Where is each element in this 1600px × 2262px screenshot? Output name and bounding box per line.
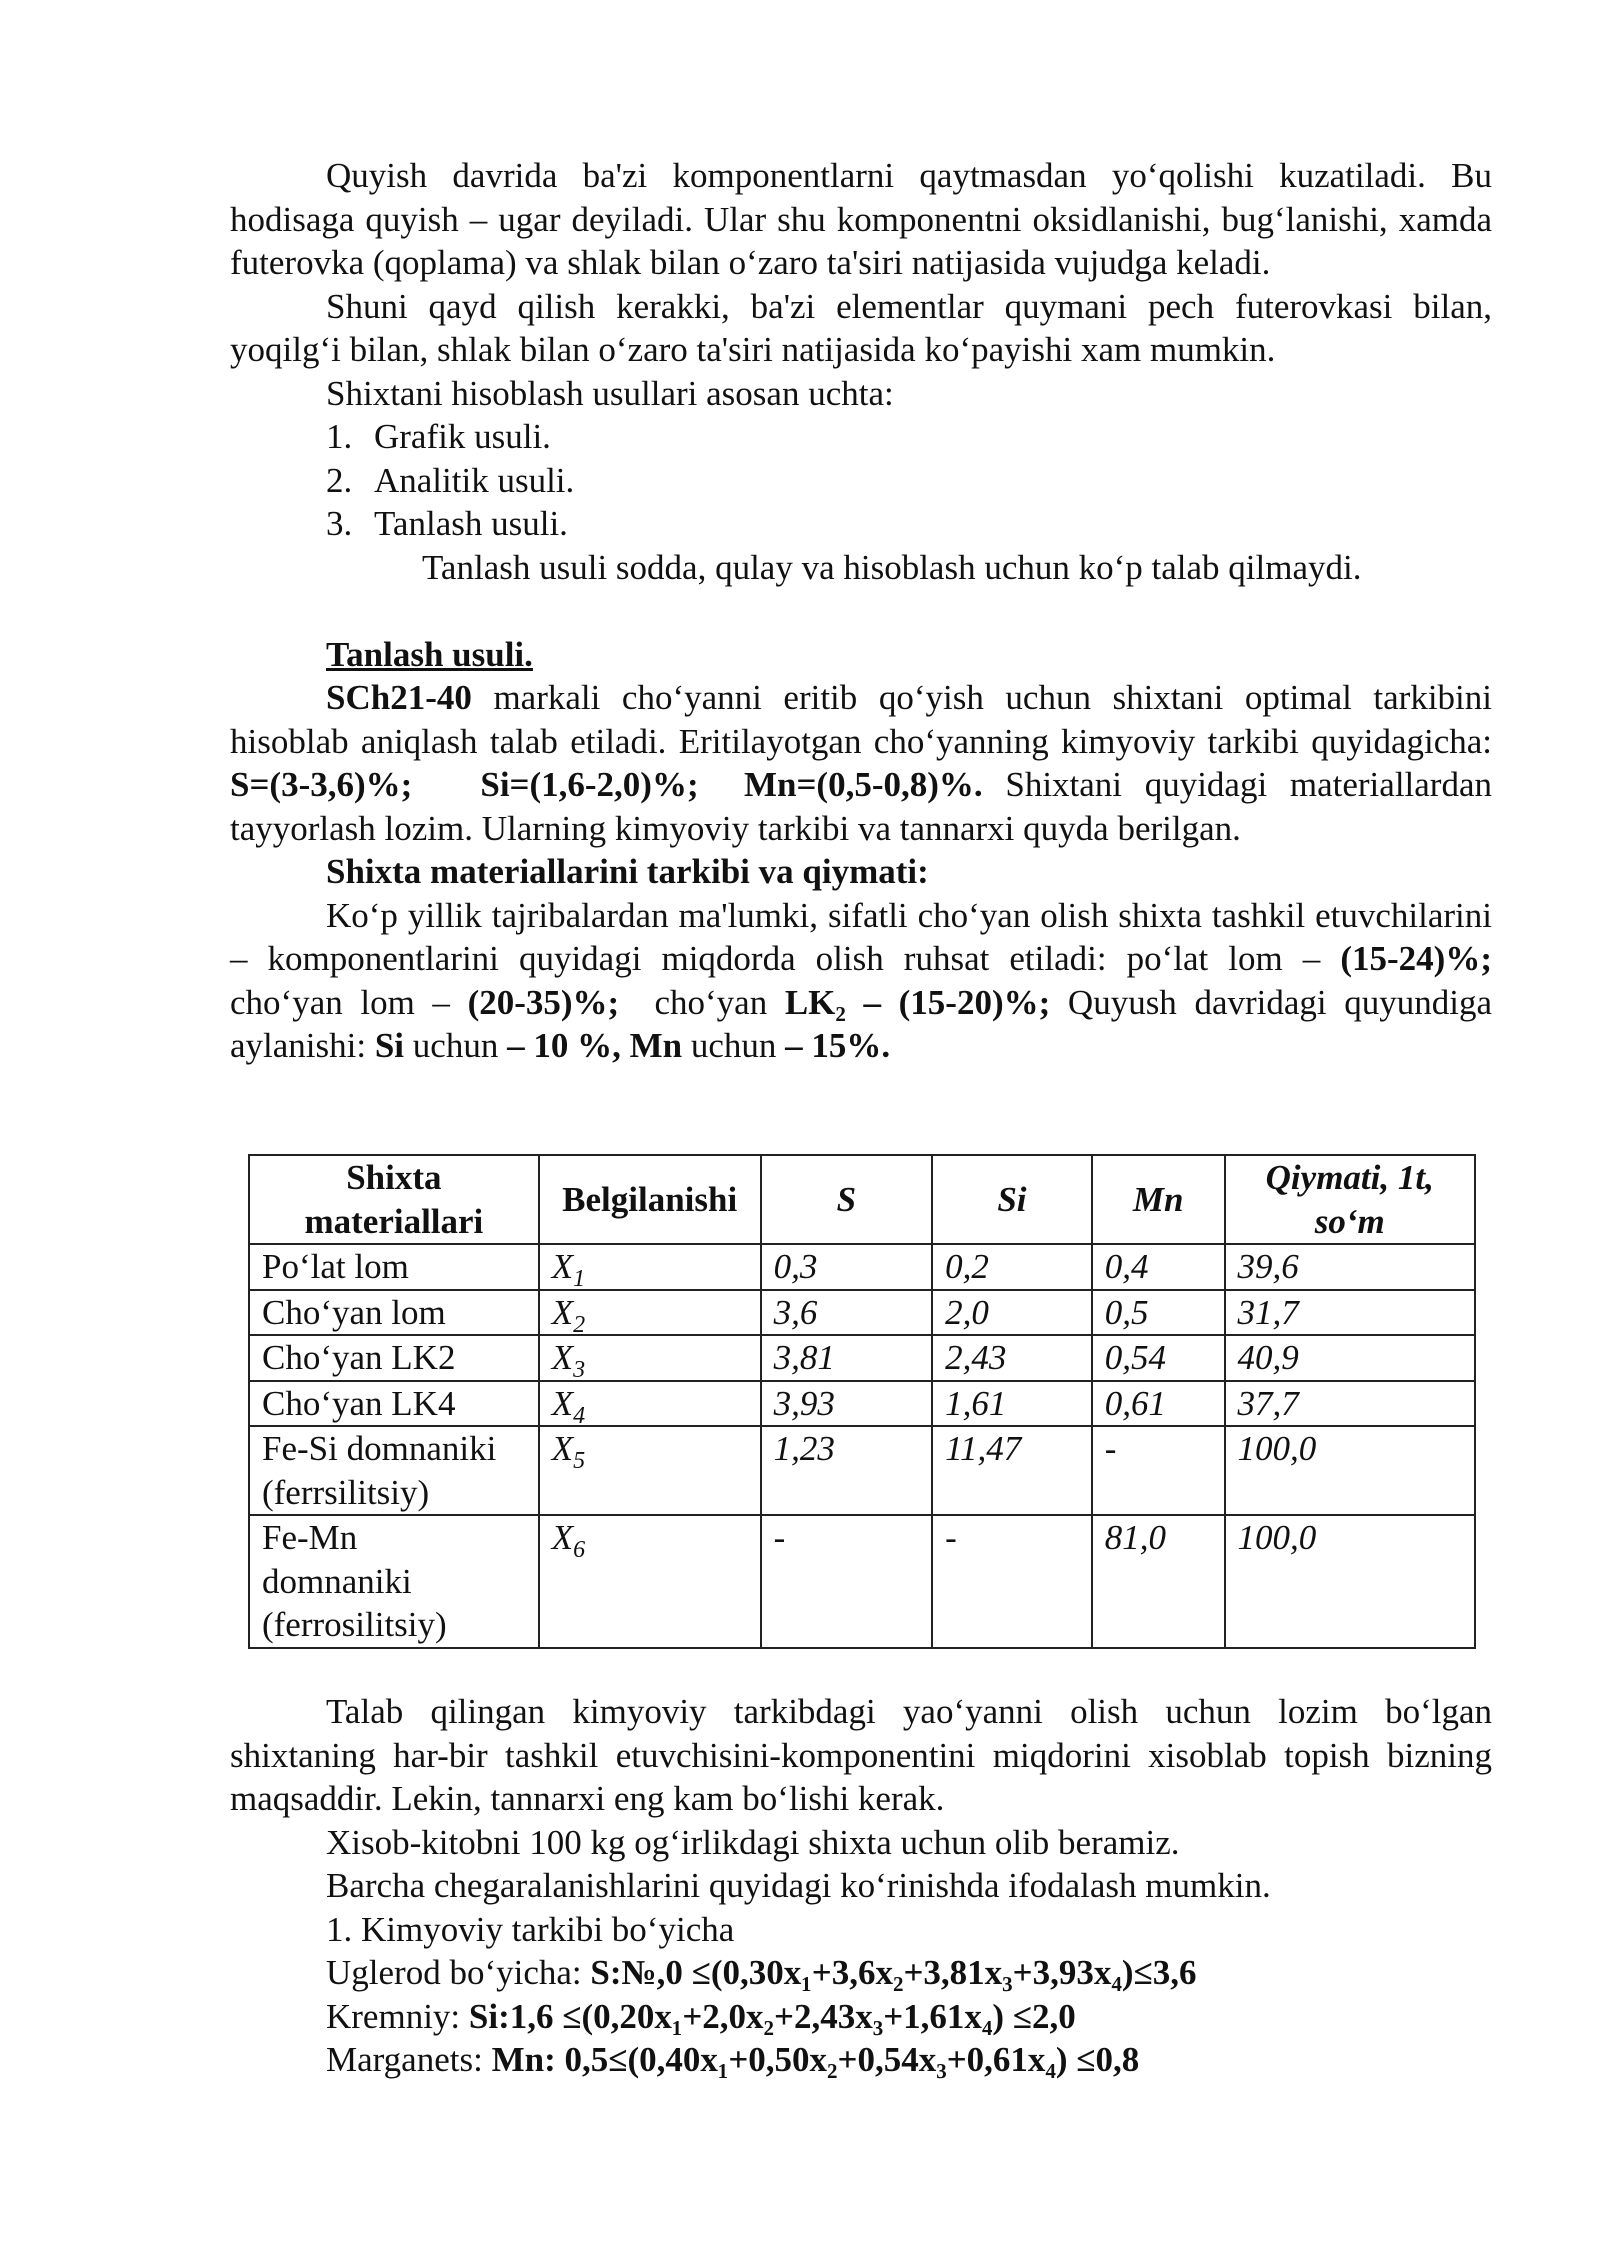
- cell-material: Cho‘yan lom: [249, 1290, 539, 1336]
- cell-symbol: $X_2$: [539, 1290, 761, 1336]
- cell-si: 1,61: [932, 1381, 1092, 1427]
- goal-paragraph: Talab qilingan kimyoviy tarkibdagi yao‘yanni olish uchun lozim bo‘lgan shixtaning har-bir tashkil etuvchisini-komponentini miqdorini xisoblab topish bizning maqsaddir. Lekin, tannarxi eng kam bo‘lishi kerak.: [230, 1692, 1492, 1818]
- method-item-3: 3. Tanlash usuli.: [326, 504, 568, 543]
- table-row: [249, 1335, 1475, 1381]
- cell-s: -: [761, 1515, 933, 1648]
- method-item-2: 2. Analitik usuli.: [326, 460, 575, 500]
- cell-si: 11,47: [932, 1426, 1092, 1515]
- cell-s: 0,3: [761, 1244, 933, 1290]
- header-price: Qiymati, 1t, so‘m: [1225, 1155, 1476, 1244]
- cell-s: 3,6: [761, 1290, 933, 1336]
- header-si: Si: [932, 1155, 1092, 1244]
- intro-paragraph-2: Shuni qayd qilish kerakki, ba'zi elementlar quymani pech futerovkasi bilan, yoqilg‘i bilan, shlak bilan o‘zaro ta'siri natijasida ko‘payishi xam mumkin.: [230, 286, 1492, 369]
- table-row: [249, 1290, 1475, 1336]
- constraints-intro: Barcha chegaralanishlarini quyidagi ko‘rinishda ifodalash mumkin.: [326, 1866, 1271, 1905]
- cell-mn: 81,0: [1092, 1515, 1225, 1648]
- header-symbol: Belgilanishi: [539, 1155, 761, 1244]
- table-row: [249, 1515, 1475, 1648]
- table-header-row: [249, 1155, 1475, 1244]
- constraint-silicon: Kremniy: Si:1,6 ≤(0,20x₁+2,0x₂+2,43x₃+1,61x₄) ≤2,0: [326, 1996, 1076, 2036]
- task-paragraph: SCh21-40 markali cho‘yanni eritib qo‘yish uchun shixtani optimal tarkibini hisoblab aniqlash talab etiladi. Eritilayotgan cho‘yanning kimyoviy tarkibi quyidagicha: S=(3-3,6)%; Si=(1,6-2,0)%; Mn=(0,5-0,8)%. Shixtani quyidagi materiallardan tayyorlash lozim. Ularning kimyoviy tarkibi va tannarxi quyda berilgan.: [230, 678, 1492, 848]
- constraint-carbon: Uglerod bo‘yicha: S:№,0 ≤(0,30x₁+3,6x₂+3,81x₃+3,93x₄)≤3,6: [326, 1953, 1197, 1992]
- cell-material: Cho‘yan LK4: [249, 1381, 539, 1427]
- cell-material: Fe-Si domnaniki (ferrsilitsiy): [249, 1426, 539, 1515]
- cell-si: 0,2: [932, 1244, 1092, 1290]
- intro-paragraph-1: Quyish davrida ba'zi komponentlarni qaytmasdan yo‘qolishi kuzatiladi. Bu hodisaga quyish – ugar deyiladi. Ular shu komponentni oksidlanishi, bug‘lanishi, xamda futerovka (qoplama) va shlak bilan o‘zaro ta'siri natijasida vujudga keladi.: [230, 156, 1492, 282]
- cell-price: 100,0: [1225, 1426, 1476, 1515]
- cell-material: Fe-Mn domnaniki (ferrosilitsiy): [249, 1515, 539, 1648]
- materials-heading: Shixta materiallarini tarkibi va qiymati:: [326, 852, 929, 891]
- cell-price: 31,7: [1225, 1290, 1476, 1336]
- cell-si: -: [932, 1515, 1092, 1648]
- cell-price: 100,0: [1225, 1515, 1476, 1648]
- materials-table: [248, 1154, 1476, 1649]
- cell-mn: 0,61: [1092, 1381, 1225, 1427]
- cell-s: 1,23: [761, 1426, 933, 1515]
- header-material: Shixta materiallari: [249, 1155, 539, 1244]
- table-row: [249, 1381, 1475, 1427]
- cell-price: 40,9: [1225, 1335, 1476, 1381]
- cell-symbol: $X_6$: [539, 1515, 761, 1648]
- cell-mn: 0,4: [1092, 1244, 1225, 1290]
- method-item-1: 1. Grafik usuli.: [326, 417, 551, 456]
- cell-s: 3,81: [761, 1335, 933, 1381]
- cell-mn: -: [1092, 1426, 1225, 1515]
- document-body-continued: [230, 1690, 1492, 2082]
- cell-s: 3,93: [761, 1381, 933, 1427]
- intro-paragraph-3: Shixtani hisoblash usullari asosan uchta:: [326, 373, 894, 413]
- document-body: [230, 154, 1492, 1068]
- table-row: [249, 1244, 1475, 1290]
- cell-si: 2,43: [932, 1335, 1092, 1381]
- basis-paragraph: Xisob-kitobni 100 kg og‘irlikdagi shixta uchun olib beramiz.: [326, 1822, 1180, 1862]
- cell-price: 37,7: [1225, 1381, 1476, 1427]
- cell-mn: 0,54: [1092, 1335, 1225, 1381]
- header-s: S: [761, 1155, 933, 1244]
- cell-material: Po‘lat lom: [249, 1244, 539, 1290]
- constraint-manganese: Marganets: Mn: 0,5≤(0,40x₁+0,50x₂+0,54x₃+0,61x₄) ≤0,8: [326, 2040, 1140, 2079]
- table-row: [249, 1426, 1475, 1515]
- cell-symbol: $X_4$: [539, 1381, 761, 1427]
- cell-symbol: $X_1$: [539, 1244, 761, 1290]
- section-heading: Tanlash usuli.: [326, 634, 533, 674]
- intro-paragraph-4: Tanlash usuli sodda, qulay va hisoblash uchun ko‘p talab qilmaydi.: [422, 547, 1362, 587]
- cell-si: 2,0: [932, 1290, 1092, 1336]
- cell-symbol: $X_3$: [539, 1335, 761, 1381]
- cell-symbol: $X_5$: [539, 1426, 761, 1515]
- cell-material: Cho‘yan LK2: [249, 1335, 539, 1381]
- experience-paragraph: Ko‘p yillik tajribalardan ma'lumki, sifatli cho‘yan olish shixta tashkil etuvchilarini – komponentlarini quyidagi miqdorda olish ruhsat etiladi: po‘lat lom – (15-24)%; cho‘yan lom – (20-35)%; cho‘yan LK₂ – (15-20)%; Quyush davridagi quyundiga aylanishi: Si uchun – 10 %, Mn uchun – 15%.: [230, 895, 1493, 1065]
- header-mn: Mn: [1092, 1155, 1225, 1244]
- constraints-heading: 1. Kimyoviy tarkibi bo‘yicha: [326, 1909, 735, 1949]
- cell-mn: 0,5: [1092, 1290, 1225, 1336]
- cell-price: 39,6: [1225, 1244, 1476, 1290]
